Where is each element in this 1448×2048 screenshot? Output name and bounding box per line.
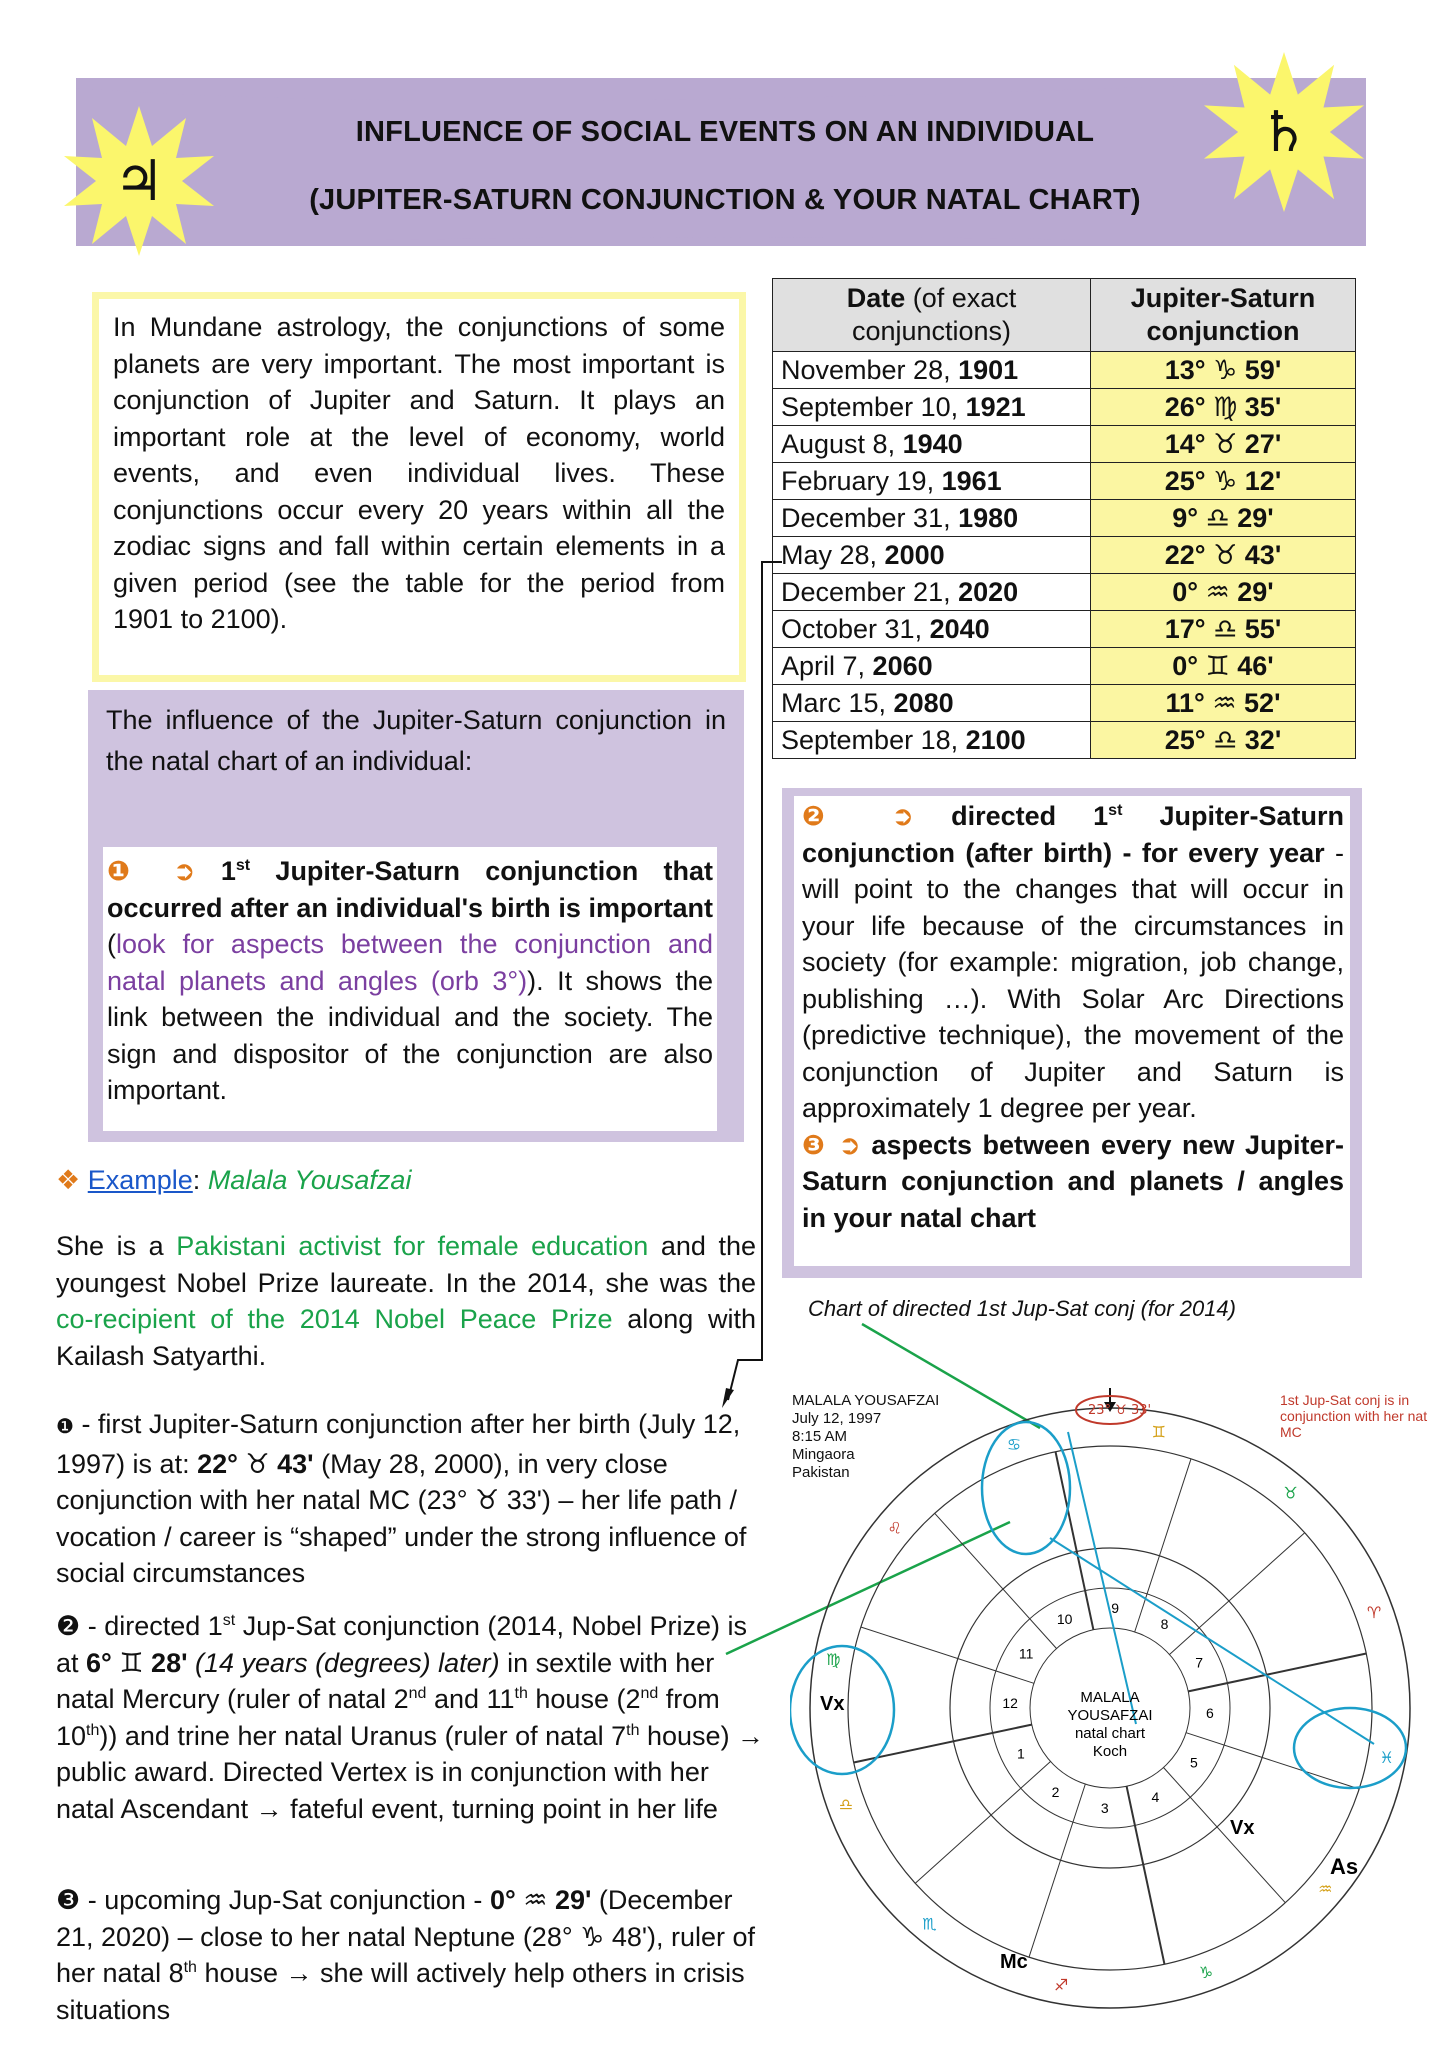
house-number: 12 — [1002, 1694, 1018, 1711]
house-cusp-line — [1029, 1784, 1085, 1957]
asc-label: As — [1330, 1854, 1359, 1879]
house-cusp-line — [1135, 1459, 1191, 1632]
zodiac-sign-icon: ♌ — [887, 1518, 902, 1538]
chart-info-city: Mingaora — [792, 1446, 855, 1463]
note-1-marker: ❶ — [56, 1416, 74, 1438]
house-cusp-line — [854, 1725, 1032, 1763]
table-cell-date: September 10, 1921 — [773, 389, 1091, 426]
note-3-marker: ❸ — [56, 1885, 81, 1915]
center-line-3: natal chart — [1074, 1725, 1146, 1742]
house-number: 2 — [1051, 1783, 1060, 1800]
house-number: 6 — [1206, 1705, 1214, 1722]
house-number: 5 — [1190, 1754, 1198, 1771]
natal-chart-wheel — [790, 1388, 1430, 2028]
point-2-marker: ❷ ➲ — [802, 801, 915, 831]
table-cell-position: 17° ♎ 55' — [1091, 611, 1356, 648]
house-number: 11 — [1018, 1645, 1034, 1662]
table-cell-date: December 21, 2020 — [773, 574, 1091, 611]
house-number: 4 — [1151, 1789, 1160, 1806]
chart-info-country: Pakistan — [792, 1464, 850, 1481]
example-bullet-icon: ❖ — [56, 1165, 81, 1195]
point-1-purple: look for aspects between the conjunction and natal planets and angles (orb 3°) — [107, 929, 713, 996]
jupiter-symbol-icon: ♃ — [113, 148, 165, 214]
house-cusp-line — [1164, 1768, 1286, 1903]
zodiac-sign-icon: ♒ — [1318, 1879, 1333, 1899]
point-1-rest: ). It shows the link between the individual and the society. The sign and dispositor of the conjunction are also important. — [107, 965, 713, 1105]
intro-text: In Mundane astrology, the conjunctions of some planets are very important. The most important is conjunction of Jupiter and Saturn. It plays an important role at the level of economy, world events, and even individual lives. These conjunctions occur every 20 years within all the zodiac signs and fall within certain elements in a given period (see the table for the period from 1901 to 2100). — [113, 312, 725, 634]
point-2-bold-b: Jupiter-Saturn conjunction (after birth) - for every year — [802, 801, 1344, 868]
table-cell-date: October 31, 2040 — [773, 611, 1091, 648]
table-cell-date: May 28, 2000 — [773, 537, 1091, 574]
table-cell-date: November 28, 1901 — [773, 352, 1091, 389]
house-cusp-line — [1170, 1533, 1305, 1655]
point-3-marker: ❸ ➲ — [802, 1129, 861, 1160]
table-cell-position: 14° ♉ 27' — [1091, 426, 1356, 463]
house-number: 1 — [1017, 1745, 1025, 1762]
zodiac-sign-icon: ♍ — [826, 1650, 841, 1670]
example-paragraph: She is a Pakistani activist for female education and the youngest Nobel Prize laureate. In the 2014, she was the co-recipient of the 2014 Nobel Peace Prize along with Kailash Satyarthi. — [56, 1231, 756, 1371]
note-2: ❷ - directed 1st Jup-Sat conjunction (2014, Nobel Prize) is at 6° ♊ 28' (14 years (degrees) later) in sextile with her natal Mercury (ruler of natal 2nd and 11th house (2nd from 10th)) and trine her natal Uranus (ruler of natal 7th house) → public award. Directed Vertex is in conjunction with her natal Ascendant → fateful event, turning point in her life — [56, 1611, 765, 1824]
house-number: 8 — [1160, 1616, 1169, 1633]
chart-info-time: 8:15 AM — [792, 1428, 848, 1445]
center-line-2: YOUSAFZAI — [1067, 1707, 1153, 1724]
chart-red-note: 1st Jup-Sat conj is in conjunction with her nat MC — [1280, 1392, 1428, 1440]
table-cell-date: August 8, 1940 — [773, 426, 1091, 463]
point-3-bold: aspects between every new Jupiter-Saturn conjunction and planets / angles in your natal chart — [802, 1129, 1344, 1233]
vertex-label-directed: Vx — [820, 1693, 845, 1715]
point-1-bold-a: 1 — [220, 856, 236, 886]
table-cell-position: 0° ♊ 46' — [1091, 648, 1356, 685]
zodiac-sign-icon: ♎ — [838, 1795, 854, 1815]
table-cell-position: 25° ♎ 32' — [1091, 722, 1356, 759]
note-2-marker: ❷ — [56, 1611, 81, 1641]
title-line-2: (JUPITER-SATURN CONJUNCTION & YOUR NATAL CHART) — [309, 184, 1141, 216]
chart-caption: Chart of directed 1st Jup-Sat conj (for 2014) — [808, 1296, 1236, 1321]
table-cell-date: December 31, 1980 — [773, 500, 1091, 537]
point-2-bold-sup: st — [1108, 802, 1123, 819]
zodiac-sign-icon: ♊ — [1151, 1422, 1166, 1442]
table-cell-position: 9° ♎ 29' — [1091, 500, 1356, 537]
saturn-symbol-icon: ♄ — [1258, 99, 1310, 165]
zodiac-sign-icon: ♉ — [1283, 1483, 1298, 1503]
house-cusp-line — [1127, 1786, 1165, 1964]
point-1-text: ❶ ➲ 1st Jupiter-Saturn conjunction that occurred after an individual's birth is important (look for aspects between the conjunction and natal planets and angles (orb 3°)). It shows the link between the individual and the society. The sign and dispositor of the conjunction are also important. — [107, 856, 713, 1105]
point-2-rest: - will point to the changes that will occur in your life because of the circumstances in society (for example: migration, job change, publishing …). With Solar Arc Directions (predictive technique), the movement of the conjunction of Jupiter and Saturn is approximately 1 degree per year. — [802, 837, 1344, 1123]
mc-label: Mc — [1000, 1951, 1028, 1973]
house-cusp-line — [915, 1762, 1050, 1884]
influence-heading: The influence of the Jupiter-Saturn conjunction in the natal chart of an individual: — [106, 705, 726, 776]
house-number: 9 — [1111, 1600, 1120, 1617]
table-cell-date: February 19, 1961 — [773, 463, 1091, 500]
point-1-bold-sup: st — [235, 857, 251, 874]
table-header-position: Jupiter-Saturn conjunction — [1091, 279, 1356, 352]
table-cell-position: 25° ♑ 12' — [1091, 463, 1356, 500]
example-colon: : — [192, 1165, 201, 1195]
house-cusp-line — [1188, 1654, 1366, 1692]
example-link[interactable]: Example — [87, 1165, 193, 1195]
table-cell-position: 22° ♉ 43' — [1091, 537, 1356, 574]
point-1-marker: ❶ ➲ — [107, 856, 196, 886]
house-number: 10 — [1056, 1610, 1073, 1627]
table-header-date: Date (of exact conjunctions) — [773, 279, 1091, 352]
title-line-1: INFLUENCE OF SOCIAL EVENTS ON AN INDIVIDUAL — [355, 116, 1095, 148]
top-marker: 23° ♉ 33' — [1088, 1403, 1152, 1418]
table-cell-position: 26° ♍ 35' — [1091, 389, 1356, 426]
house-number: 7 — [1195, 1654, 1203, 1671]
table-cell-date: April 7, 2060 — [773, 648, 1091, 685]
house-cusp-line — [1186, 1733, 1359, 1789]
example-name: Malala Yousafzai — [207, 1165, 412, 1195]
table-cell-position: 13° ♑ 59' — [1091, 352, 1356, 389]
note-3: ❸ - upcoming Jup-Sat conjunction - 0° ♒ 29' (December 21, 2020) – close to her natal Neptune (28° ♑ 48'), ruler of her natal 8th house → she will actively help others in crisis situations — [56, 1885, 756, 2025]
table-cell-position: 11° ♒ 52' — [1091, 685, 1356, 722]
table-cell-date: September 18, 2100 — [773, 722, 1091, 759]
conjunction-highlight — [982, 1422, 1070, 1554]
zodiac-sign-icon: ♓ — [1379, 1747, 1394, 1767]
center-line-4: Koch — [1092, 1743, 1128, 1760]
zodiac-sign-icon: ♈ — [1366, 1602, 1382, 1622]
point-2-bold-a: directed 1 — [951, 801, 1109, 831]
note-1: ❶ - first Jupiter-Saturn conjunction after her birth (July 12, 1997) is at: 22° ♉ 43' (May 28, 2000), in very close conjunction with her natal MC (23° ♉ 33') – her life path / vocation / career is “shaped” under the strong influence of social circumstances — [56, 1409, 747, 1588]
point-1-bold-b: Jupiter-Saturn conjunction that occurred after an individual's birth is important — [107, 856, 713, 923]
vertex-label-natal: Vx — [1230, 1817, 1255, 1839]
house-cusp-line — [1056, 1452, 1094, 1630]
zodiac-sign-icon: ♏ — [922, 1914, 937, 1934]
chart-info-name: MALALA YOUSAFZAI — [792, 1392, 940, 1409]
zodiac-sign-icon: ♋ — [1006, 1434, 1022, 1454]
table-cell-position: 0° ♒ 29' — [1091, 574, 1356, 611]
center-line-1: MALALA — [1080, 1689, 1140, 1706]
zodiac-sign-icon: ♐ — [1054, 1975, 1069, 1995]
zodiac-sign-icon: ♑ — [1198, 1963, 1214, 1983]
table-cell-date: Marc 15, 2080 — [773, 685, 1091, 722]
house-number: 3 — [1100, 1799, 1109, 1816]
chart-info-date: July 12, 1997 — [792, 1410, 882, 1427]
